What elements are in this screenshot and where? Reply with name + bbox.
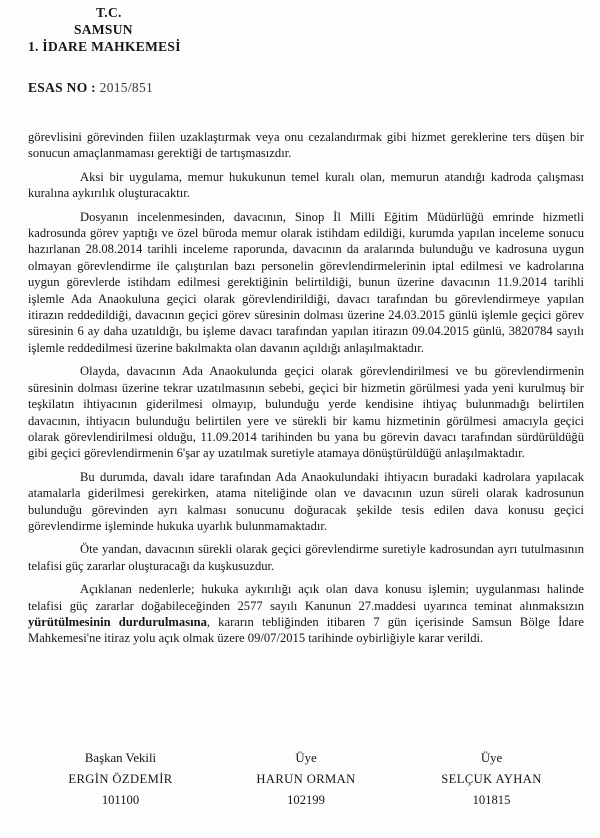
signature-number: 101815 (472, 793, 511, 807)
header-city: SAMSUN (74, 22, 133, 37)
signature-presiding-judge (28, 748, 213, 811)
paragraph-decision (28, 581, 584, 647)
decision-text-after: , kararın tebliğinden itibaren 7 gün içerisinde Samsun Bölge İdare Mahkemesi'ne itiraz yolu açık olmak üzere 09/07/2015 tarihinde oybirliğiyle karar verildi. (28, 614, 584, 646)
signature-member-1 (214, 748, 399, 811)
signature-member-2 (399, 748, 584, 811)
signature-role: Üye (480, 751, 503, 765)
court-header (18, 4, 218, 55)
paragraph-1: görevlisini görevinden fiilen uzaklaştırmak veya onu cezalandırmak gibi hizmet gereklerine ters düşen bir sonucun amaçlanmaması gerektiği de tartışmasızdır. (28, 130, 584, 161)
signature-name: SELÇUK AYHAN (441, 772, 542, 786)
case-number-label: ESAS NO : (28, 80, 96, 95)
case-number (28, 80, 153, 96)
document-body (28, 129, 584, 654)
signature-number: 102199 (287, 793, 325, 807)
decision-text-before: Açıklanan nedenlerle; hukuka aykırılığı açık olan dava konusu işlemin; uygulanması halinde telafisi güç zararlar doğabileceğinden 2577 sayılı Kanunun 27.maddesi uyarınca teminat alınmaksızın (28, 582, 584, 613)
decision-emphasis: yürütülmesinin durdurulmasına (28, 614, 207, 629)
paragraph-6: Öte yandan, davacının sürekli olarak geçici görevlendirme suretiyle kadrosundan ayrı tutulmasının telafisi güç zararlar oluşturacağı da kuşkusuzdur. (28, 542, 584, 573)
signature-role: Üye (295, 751, 317, 765)
case-number-value: 2015/851 (99, 80, 154, 95)
header-court-name: 1. İDARE MAHKEMESİ (28, 39, 181, 54)
signature-role: Başkan Vekili (84, 751, 157, 765)
signature-name: ERGİN ÖZDEMİR (68, 772, 173, 786)
paragraph-4: Olayda, davacının Ada Anaokulunda geçici olarak görevlendirilmesi ve bu görevlendirmenin süresinin dolması üzerine tekrar uzatılmasının sebebi, geçici bir hizmetin görülmesi yada yeni kurulmuş bir teşkilatın ihtiyacının giderilmesi olmayıp, bulunduğu yerde kendisine ihtiyaç bulunmadığı belirtilen davacının, ihtiyacın bulunduğu belirtilen yere ve sürekli bir kamu hizmetinin görülmesi amacıyla geçici olarak görevlendirilmesi olduğu, 11.09.2014 tarihinden bu yana bu görevin davacı tarafından sürdürüldüğü gibi geçici görevlendirmenin 6'şar ay uzatılmak suretiyle atamaya dönüştürüldüğü anlaşılmaktadır. (28, 364, 584, 461)
paragraph-5: Bu durumda, davalı idare tarafından Ada Anaokulundaki ihtiyacın buradaki kadrolara yapılacak atamalarla giderilmesi gerekirken, atama niteliğinde olan ve davacının uzun süreli olarak kadrosunun bulunduğu görevinden ayrı kalması sonucunu doğuracak şekilde tesis edilen dava konusu geçici görevlendirme işleminde hukuka uyarlık bulunmamaktadır. (28, 469, 584, 533)
paragraph-2: Aksi bir uygulama, memur hukukunun temel kuralı olan, memurun atandığı kadroda çalışması kuralına aykırılık oluşturacaktır. (28, 169, 584, 201)
signature-block (28, 748, 584, 811)
signature-number: 101100 (101, 793, 140, 807)
header-tc: T.C. (96, 5, 122, 20)
paragraph-3: Dosyanın incelenmesinden, davacının, Sinop İl Milli Eğitim Müdürlüğü emrinde hizmetli kadrosunda görev yaptığı ve özel büroda memur olarak istihdam edildiği, kurumda yapılan inceleme sonucu hazırlanan 28.08.2014 tarihli inceleme raporunda, davacının da aralarında bulunduğu ve kadrosuna uygun olmayan görevlendirme ile çalıştırılan bazı personelin görevlendirmelerinin iptal edilmesi ve kadrolarına uygun görevlerde istihdam edilmesi gerektiğinin belirtildiği, bunun üzerine davacının 11.9.2014 tarihli işlemle Ada Anaokuluna geçici olarak görevlendirildiği, davacı tarafından bu görevlendirmeye yapılan itirazın reddedildiği, davacının geçici görev süresinin dolması üzerine 24.03.2015 günlü işlemle geçici görev süresinin 6 ay daha uzatıldığı, bu işleme davacı tarafından yapılan itirazın 09.04.2015 günlü, 3820784 sayılı işlemle reddedilmesi üzerine bakılmakta olan davanın açıldığı anlaşılmaktadır. (28, 209, 584, 355)
signature-name: HARUN ORMAN (256, 772, 356, 786)
